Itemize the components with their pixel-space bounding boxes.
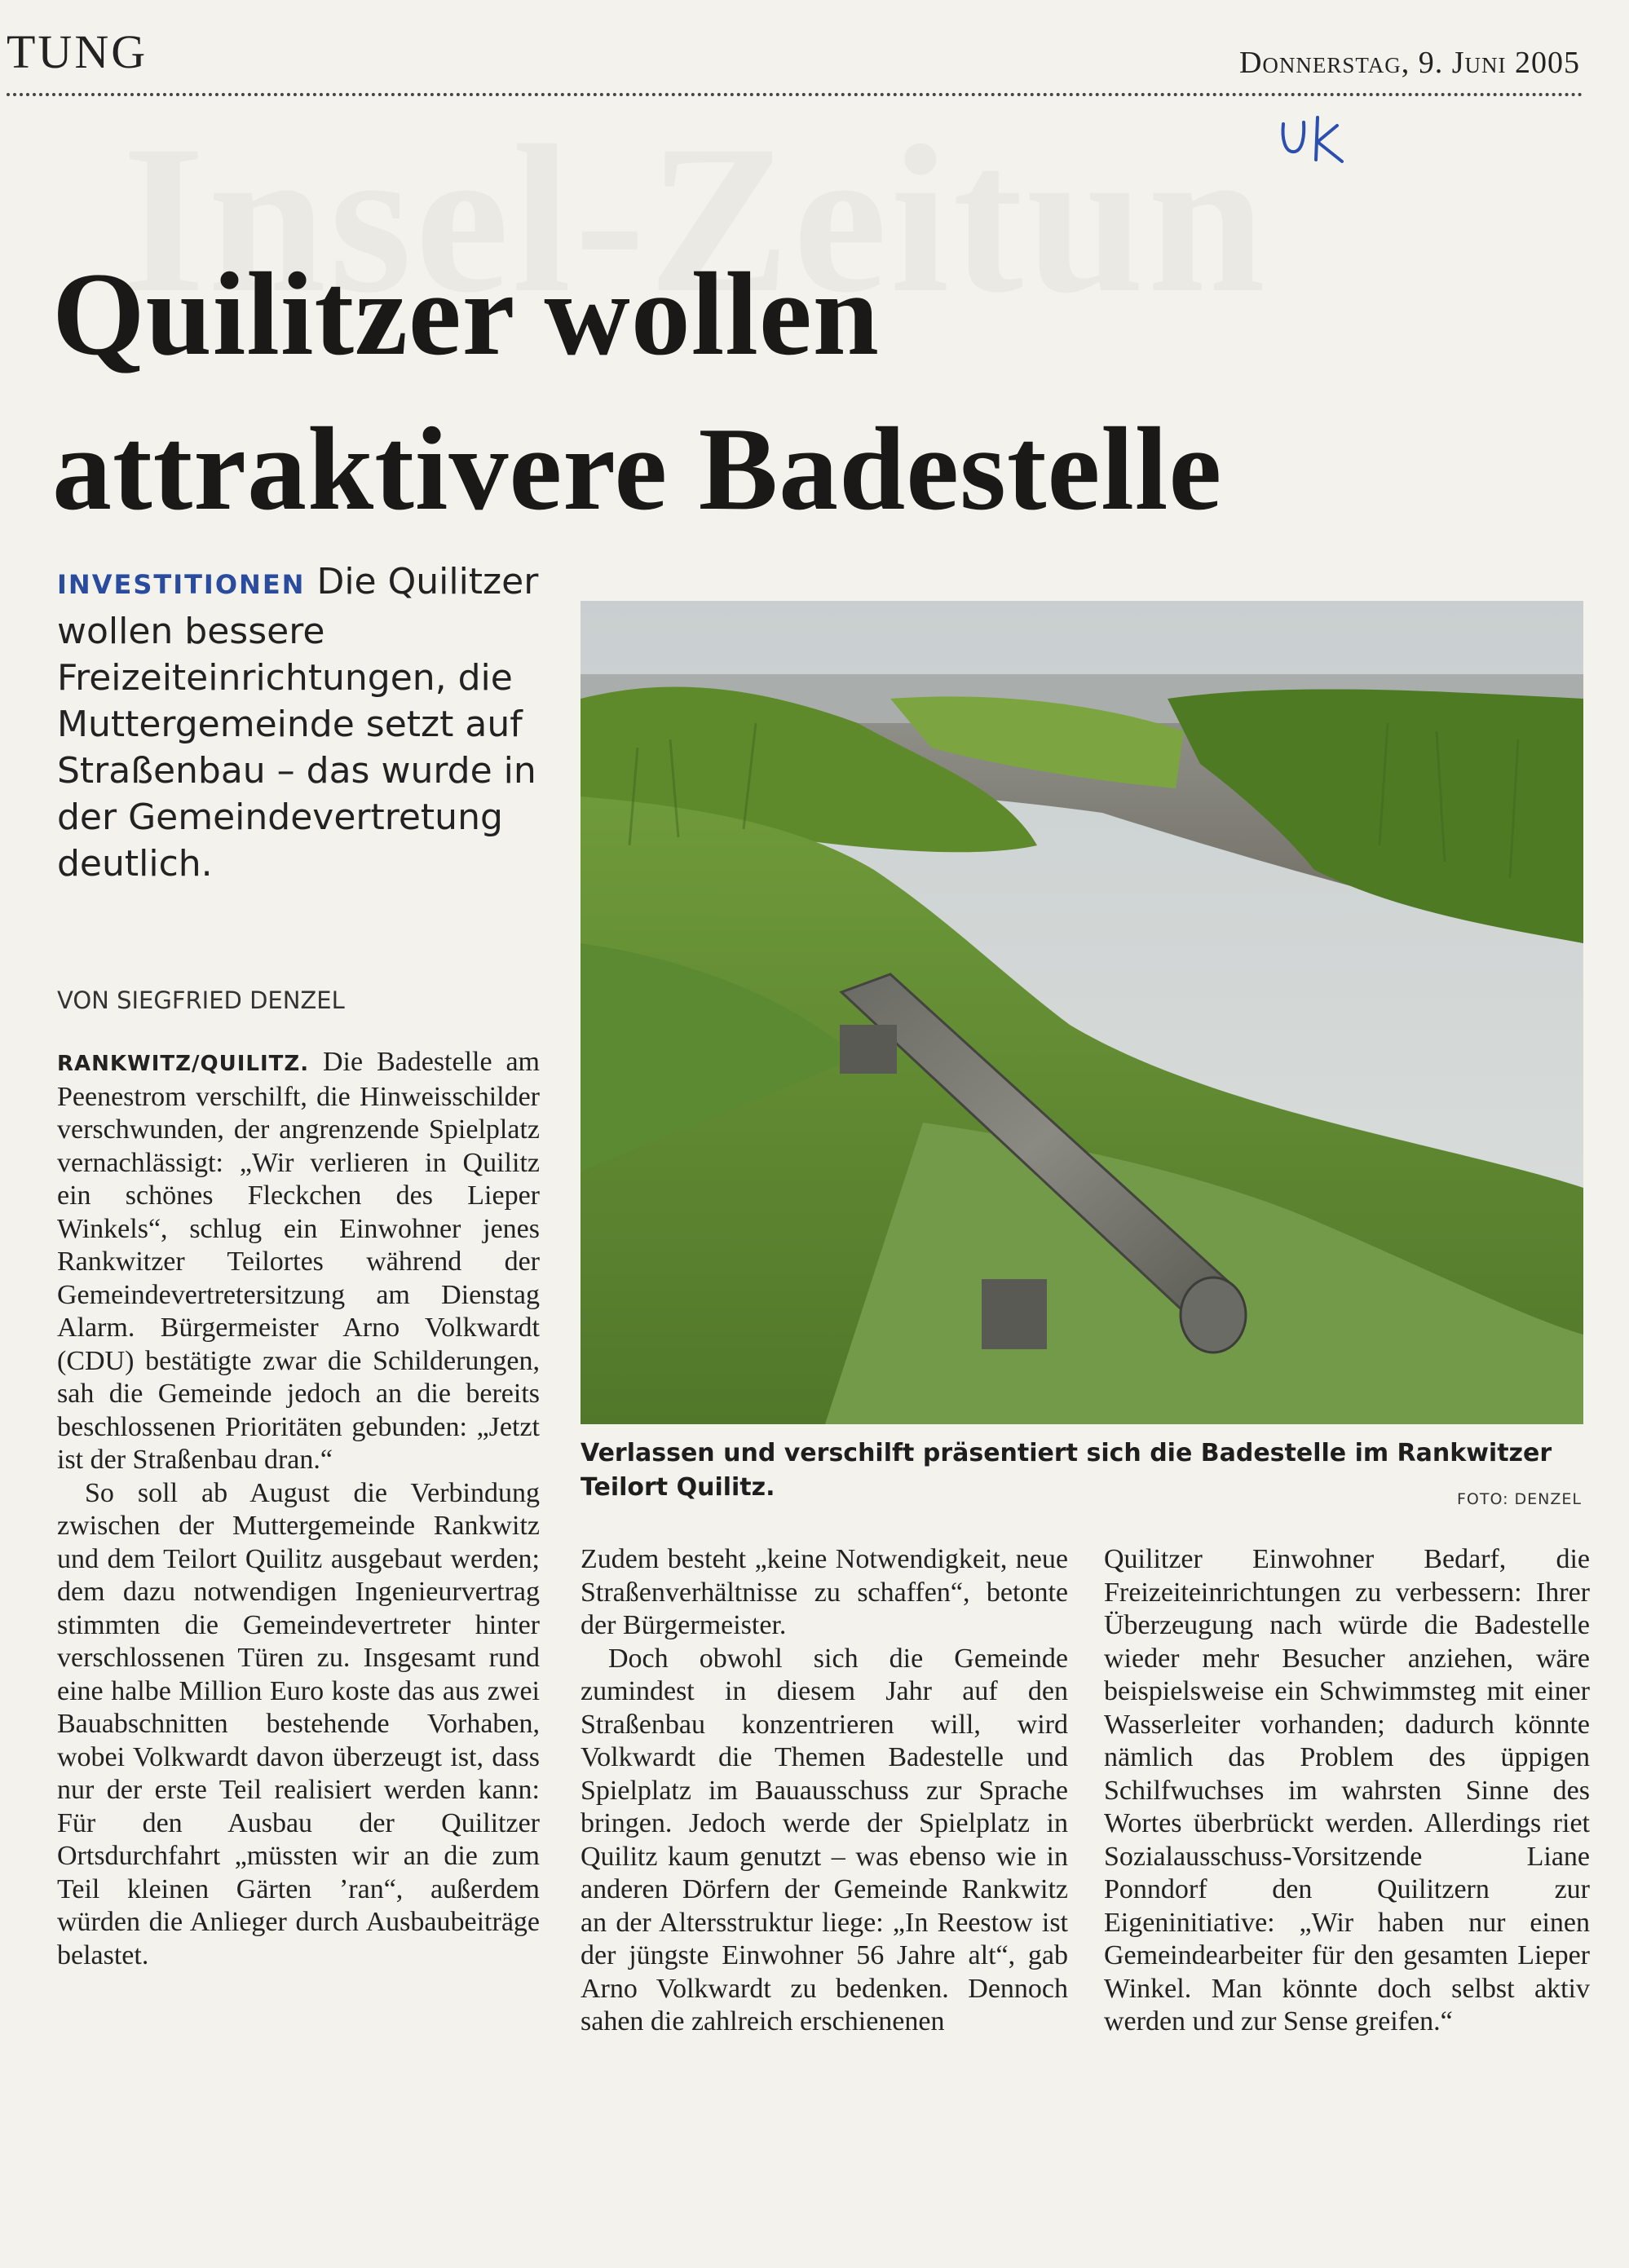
article-lead: [57, 558, 546, 887]
article-headline: [52, 236, 1601, 546]
headline-line-2: attraktivere Badestelle: [52, 403, 1223, 535]
photo-caption: Verlassen und verschilft präsentiert sich die Badestelle im Rankwitzer Teilort Quilitz.: [581, 1439, 1552, 1502]
paragraph: So soll ab August die Verbindung zwischen der Muttergemeinde Rankwitz und dem Teilort Quilitz ausgebaut werden; dem dazu notwendigen Ingenieurvertrag stimmten die Gemeindevertreter hinter verschlossenen Türen zu. Insgesamt rund eine halbe Million Euro koste das aus zwei Bauabschnitten bestehende Vorhaben, wobei Volkwardt davon überzeugt ist, dass nur der erste Teil realisiert werden kann: Für den Ausbau der Quilitzer Ortsdurchfahrt „müssten wir an die zum Teil kleinen Gärten ’ran“, außerdem würden die Anlieger durch Ausbaubeiträge belastet.: [57, 1477, 540, 1970]
kicker-label: INVESTITIONEN: [57, 569, 306, 600]
article-photo-bench-reeds: [581, 601, 1583, 1424]
masthead-fragment: TUNG: [7, 25, 148, 78]
article-column-3: [1104, 1543, 1590, 2039]
article-column-2: [581, 1543, 1068, 2039]
header-divider: [7, 93, 1583, 96]
byline: VON SIEGFRIED DENZEL: [57, 986, 345, 1014]
paragraph: Doch obwohl sich die Gemeinde zumindest in diesem Jahr auf den Straßenbau konzentrieren will, wird Volkwardt die Themen Badestelle und Spielplatz im Bauausschuss zur Sprache bringen. Jedoch werde der Spielplatz in Quilitz kaum genutzt – was ebenso wie in anderen Dörfern der Gemeinde Rankwitz an der Altersstruktur liege: „In Reestow ist der jüngste Einwohner 56 Jahre alt“, gab Arno Volkwardt zu bedenken. Dennoch sahen die zahlreich erschienenen: [581, 1643, 1068, 2036]
paragraph: RANKWITZ/QUILITZ. Die Badestelle am Peenestrom verschilft, die Hinweisschilder verschwunden, der angrenzende Spielplatz vernachlässigt: „Wir verlieren in Quilitz ein schönes Fleckchen des Lieper Winkels“, schlug ein Einwohner jenes Rankwitzer Teilortes während der Gemeindevertretersitzung am Dienstag Alarm. Bürgermeister Arno Volkwardt (CDU) bestätigte zwar die Schilderungen, sah die Gemeinde jedoch an die bereits beschlossenen Prioritäten gebunden: „Jetzt ist der Straßenbau dran.“: [57, 1047, 540, 1475]
photo-illustration: [581, 601, 1583, 1424]
paragraph: Zudem besteht „keine Notwendigkeit, neue Straßenverhältnisse zu schaffen“, betonte der Bürgermeister.: [581, 1544, 1068, 1640]
handwritten-initials-mark: [1277, 114, 1358, 171]
dateline: RANKWITZ/QUILITZ.: [57, 1052, 310, 1076]
paragraph: Quilitzer Einwohner Bedarf, die Freizeiteinrichtungen zu verbessern: Ihrer Überzeugung nach würde die Badestelle wieder mehr Besucher anziehen, wäre beispielsweise ein Schwimmsteg mit einer Wasserleiter vorhanden; dadurch könnte nämlich das Problem des üppigen Schilfwuchses im wahrsten Sinne des Wortes überbrückt werden. Allerdings riet Sozialausschuss-Vorsitzende Liane Ponndorf den Quilitzern zur Eigeninitiative: „Wir haben nur einen Gemeindearbeiter für den gesamten Lieper Winkel. Man könnte doch selbst aktiv werden und zur Sense greifen.“: [1104, 1544, 1590, 2036]
article-column-1: [57, 1046, 540, 1972]
issue-date: Donnerstag, 9. Juni 2005: [1238, 46, 1580, 80]
lead-text: Die Quilitzer wollen bessere Freizeiteinrichtungen, die Muttergemeinde setzt auf Straßenbau – das wurde in der Gemeindevertretung deutlich.: [57, 561, 539, 885]
headline-line-1: Quilitzer wollen: [52, 248, 880, 380]
photo-credit: FOTO: DENZEL: [1456, 1490, 1582, 1508]
